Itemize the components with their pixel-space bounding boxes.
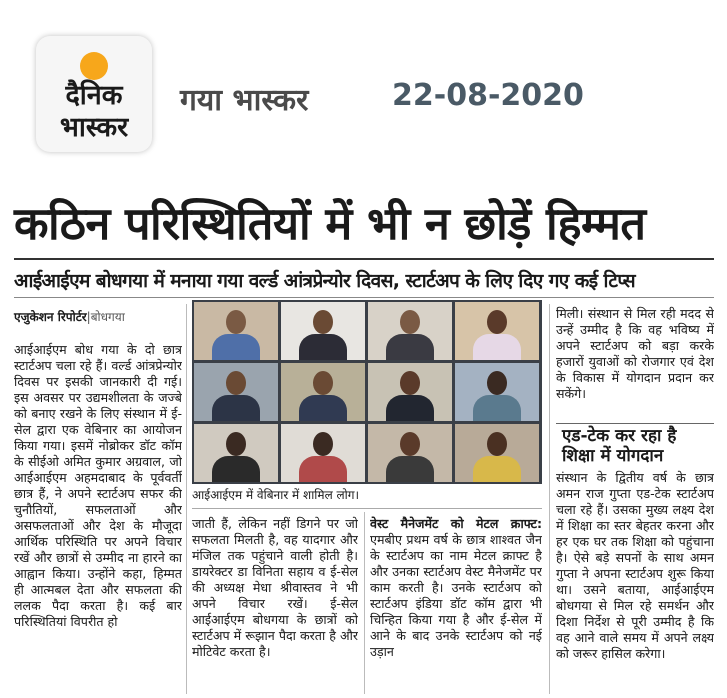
participant-tile xyxy=(281,424,365,482)
byline-separator: | xyxy=(86,310,91,324)
subheadline-rule xyxy=(14,297,714,298)
participant-tile xyxy=(455,363,539,421)
sidebar-headline: एड-टेक कर रहा है शिक्षा में योगदान xyxy=(562,426,677,466)
participant-tile xyxy=(368,302,452,360)
participant-tile xyxy=(194,302,278,360)
column-divider xyxy=(549,304,550,694)
photo-caption: आईआईएम में वेबिनार में शामिल लोग। xyxy=(192,488,360,502)
logo-line2: भास्कर xyxy=(59,112,129,143)
participant-tile xyxy=(368,363,452,421)
column-divider xyxy=(186,304,187,694)
dainik-bhaskar-logo xyxy=(36,36,152,152)
article-column-1: आईआईएम बोध गया के दो छात्र स्टार्टअप चला रहे हैं। वर्ल्ड आंत्रप्रेन्योर दिवस पर इसकी जानकारी दी गई। इस अवसर पर उद्यमशीलता के जज्बे को बनाए रखने के लिए संस्थान में ई-सेल द्वारा एक वेबिनार का आयोजन किया गया। इसमें नोब्रोकर डॉट कॉम के सीईओ अमित कुमार अग्रवाल, जो आईआईएम अहमदाबाद के पूर्ववर्ती छात्र हैं, ने अपने स्टार्टअप सफर की चुनौतियों, सफलताओं और असफलताओं और देश के मौजूदा आर्थिक परिस्थिति पर अपने विचार रखें और छात्रों से उम्मीद ना हारने का आह्वान किया। उन्होंने कहा, हिम्मत ही आत्मबल देता और सफलता की ललक पैदा करता है। कई बार परिस्थितियां विपरीत हो xyxy=(14,342,182,629)
article-column-3 xyxy=(370,516,542,692)
article-column-2: जाती हैं, लेकिन नहीं डिगने पर जो सफलता मिलती है, वह यादगार और मंजिल तक पहुंचाने वाली होती है। डायरेक्टर डा विनिता सहाय व ई-सेल की अध्यक्ष मेधा श्रीवास्तव ने भी अपने विचार रखें। ई-सेल आईआईएम बोधगया के छात्रों को स्टार्टअप में रूझान पैदा करता है और मोटिवेट करता है। xyxy=(192,516,358,659)
publication-date: 22-08-2020 xyxy=(392,78,584,113)
byline-name: एजुकेशन रिपोर्टर xyxy=(14,310,87,324)
caption-rule xyxy=(192,508,542,509)
participant-tile xyxy=(281,363,365,421)
headline: कठिन परिस्थितियों में भी न छोड़ें हिम्मत xyxy=(14,197,646,250)
sidebar-rule xyxy=(556,423,714,424)
sun-icon xyxy=(80,52,108,80)
logo-line1: दैनिक xyxy=(65,80,123,111)
participant-tile xyxy=(194,424,278,482)
subsection-kicker: वेस्ट मैनेजमेंट को मेटल क्राफ्ट: xyxy=(370,516,542,531)
participant-tile xyxy=(455,424,539,482)
subheadline: आईआईएम बोधगया में मनाया गया वर्ल्ड आंत्रप्रेन्योर दिवस, स्टार्टअप के लिए दिए गए कई टिप्स xyxy=(14,270,635,292)
edition-name: गया भास्कर xyxy=(180,83,309,118)
article-column-4-top: मिली। संस्थान से मिल रही मदद से उन्हें उम्मीद है कि वह भविष्य में अपने स्टार्टअप को बड़ा करके हजारों युवाओं को रोजगार एवं देश के विकास में योगदान प्रदान कर सकेंगे। xyxy=(556,306,714,401)
article-column-3-text: एमबीए प्रथम वर्ष के छात्र शाश्वत जैन के स्टार्टअप का नाम मेटल क्राफ्ट है और उनका स्टार्टअप वेस्ट मैनेजमेंट पर काम करती है। उनके स्टार्टअप को स्टार्टअप इंडिया डॉट कॉम द्वारा भी चिन्हित किया गया है और ई-सेल में आने के बाद उनके स्टार्टअप को नई उड़ान xyxy=(370,532,542,659)
byline xyxy=(14,308,182,325)
article-column-4-bottom: संस्थान के द्वितीय वर्ष के छात्र अमन राज गुप्ता एड-टेक स्टार्टअप चला रहे हैं। उसका मुख्य लक्ष्य देश में शिक्षा का स्तर बेहतर करना और हर एक घर तक शिक्षा को पहुंचाना है। ऐसे बड़े सपनों के साथ अमन गुप्ता ने अपना स्टार्टअप शुरू किया था। उसने बताया, आईआईएम बोधगया से मिल रहे समर्थन और दिशा निर्देश से पूरी उम्मीद है कि वह आने वाले समय में अपने लक्ष्य को जरूर हासिल करेगा। xyxy=(556,470,714,661)
column-divider xyxy=(364,512,365,694)
participant-tile xyxy=(194,363,278,421)
participant-tile xyxy=(368,424,452,482)
participant-tile xyxy=(281,302,365,360)
participant-tile xyxy=(455,302,539,360)
webinar-photo xyxy=(192,300,542,484)
byline-place: बोधगया xyxy=(90,310,125,324)
headline-rule xyxy=(14,258,714,260)
